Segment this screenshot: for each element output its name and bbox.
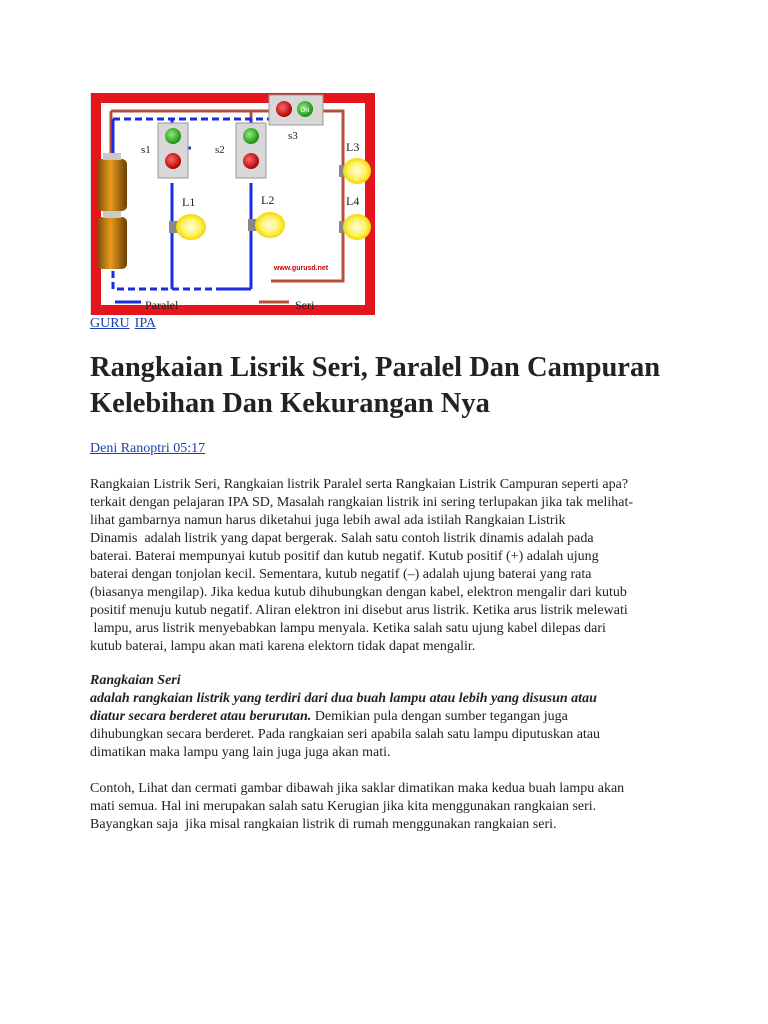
on-button-text: ON	[300, 108, 310, 114]
series-definition-end: diatur secara berderet atau berurutan.	[90, 709, 312, 724]
switch-s2-icon	[236, 123, 266, 178]
series-text: Demikian pula dengan sumber tegangan juga	[311, 709, 568, 724]
example-line: Bayangkan saja jika misal rangkaian listrik di rumah menggunakan rangkaian seri.	[90, 817, 557, 832]
lamp-l4-label: L4	[346, 194, 360, 208]
series-heading: Rangkaian Seri	[90, 673, 181, 688]
series-section	[90, 672, 690, 762]
example-paragraph	[90, 780, 690, 834]
circuit-diagram-svg	[91, 93, 375, 315]
intro-line: baterai dengan tonjolan kecil. Sementara, kutub negatif (–) adalah ujung baterai yang rata	[90, 567, 592, 582]
intro-paragraph	[90, 476, 690, 656]
legend-parallel-label: Paralel	[145, 298, 179, 312]
intro-line: positif menuju kutub negatif. Aliran elektron ini disebut arus listrik. Ketika arus listrik melewati	[90, 603, 628, 618]
post-title: Rangkaian Lisrik Seri, Paralel Dan Campuran Kelebihan Dan Kekurangan Nya	[90, 352, 661, 419]
switch-s1-icon	[158, 123, 188, 178]
circuit-diagram-image	[90, 93, 375, 315]
intro-line: Dinamis adalah listrik yang dapat bergerak. Salah satu contoh listrik dinamis adalah pada	[90, 531, 594, 546]
switch-s2-label: s2	[215, 144, 225, 156]
intro-line: baterai. Baterai mempunyai kutub positif dan kutub negatif. Kutub positif (+) adalah ujung	[90, 549, 599, 564]
switch-s3-label: s3	[288, 130, 298, 142]
example-line: Contoh, Lihat dan cermati gambar dibawah jika saklar dimatikan maka kedua buah lampu akan	[90, 781, 625, 796]
series-mixed-line	[90, 708, 690, 726]
switch-s1-label: s1	[141, 144, 151, 156]
series-text-line: dimatikan maka lampu yang lain juga juga akan mati.	[90, 745, 391, 760]
intro-line: (biasanya mengilap). Jika kedua kutub dihubungkan dengan kabel, elektron mengalir dari kutub	[90, 585, 627, 600]
series-definition-line: adalah rangkaian listrik yang terdiri dari dua buah lampu atau lebih yang disusun atau	[90, 691, 597, 706]
intro-line: Rangkaian Listrik Seri, Rangkaian listrik Paralel serta Rangkaian Listrik Campuran seperti apa?	[90, 477, 629, 492]
series-text-line: dihubungkan secara berderet. Pada rangkaian seri apabila salah satu lampu diputuskan atau	[90, 727, 601, 742]
intro-line: kutub baterai, lampu akan mati karena elektorn tidak dapat mengalir.	[90, 639, 476, 654]
label-link-ipa[interactable]: IPA	[134, 316, 156, 331]
author-link[interactable]: Deni Ranoptri 05:17	[90, 441, 206, 456]
lamp-l3-label: L3	[346, 140, 360, 154]
post-labels	[90, 316, 161, 332]
intro-line: terkait dengan pelajaran IPA SD, Masalah rangkaian listrik ini sering terlupakan jika tak melihat-	[90, 495, 633, 510]
example-line: mati semua. Hal ini merupakan salah satu Kerugian jika kita menggunakan rangkaian seri.	[90, 799, 597, 814]
switch-s3-icon	[269, 95, 323, 125]
lamp-l2-label: L2	[261, 193, 275, 207]
intro-line: lampu, arus listrik menyebabkan lampu menyala. Ketika salah satu ujung kabel dilepas dari	[90, 621, 606, 636]
watermark: www.gurusd.net	[273, 265, 329, 272]
byline	[90, 441, 205, 457]
lamp-l1-label: L1	[182, 195, 196, 209]
legend-series-label: Seri	[295, 298, 315, 312]
label-link-guru[interactable]: GURU	[90, 316, 130, 331]
intro-line: lihat gambarnya namun harus diketahui juga lebih awal ada istilah Rangkaian Listrik	[90, 513, 566, 528]
